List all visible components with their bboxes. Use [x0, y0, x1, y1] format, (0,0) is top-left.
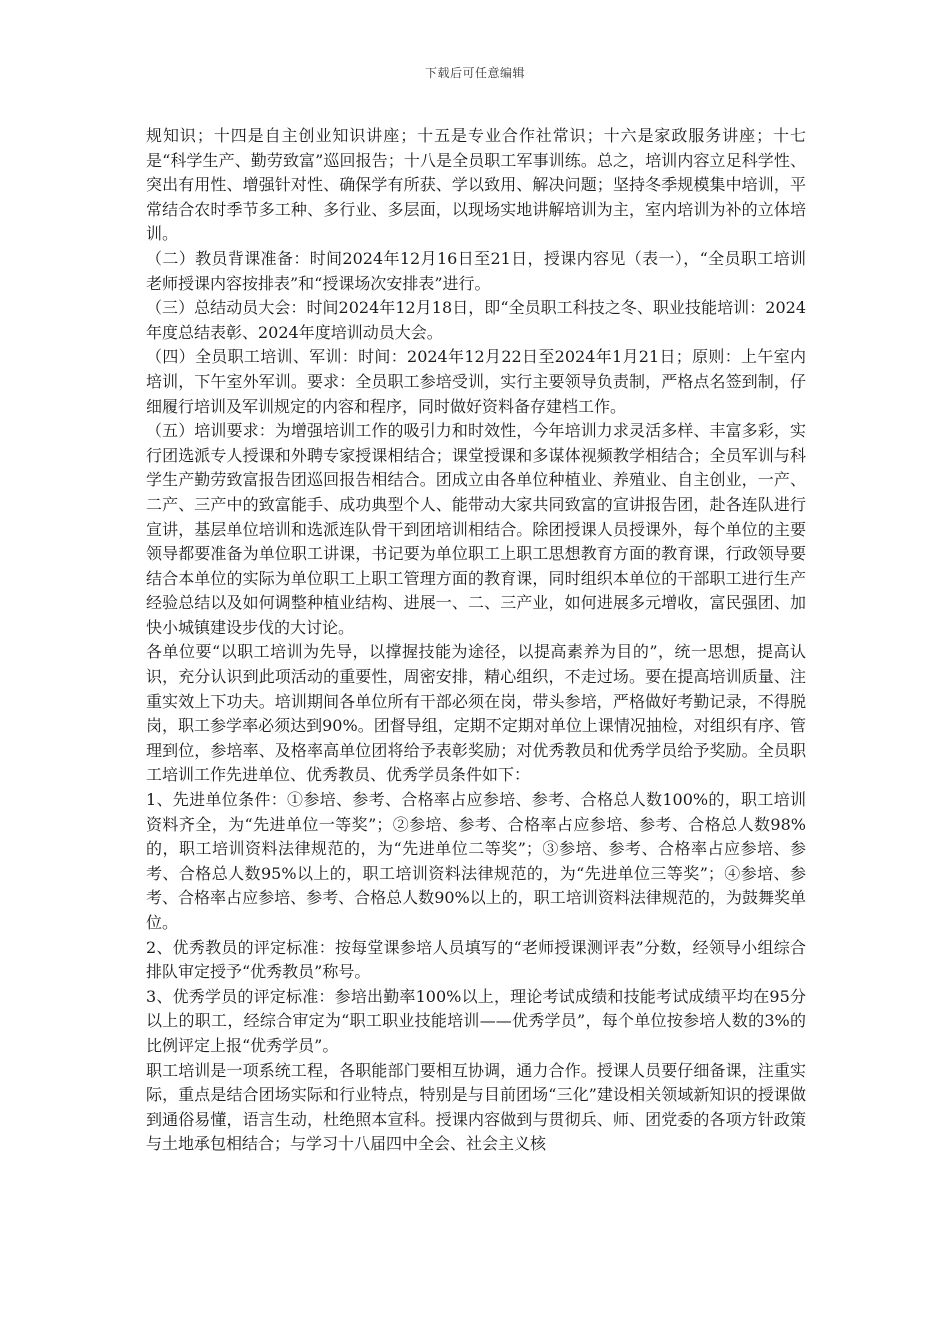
paragraph-unit-requirements: 各单位要“以职工培训为先导，以撑握技能为途径，以提高素养为目的”，统一思想，提高认识，充分认识到此项活动的重要性，周密安排，精心组织，不走过场。要在提高培训质量、注重实效上下功夫。培训期间各单位所有干部必须在岗，带头参培，严格做好考勤记录，不得脱岗，职工参学率必须达到90%。团督导组，定期不定期对单位上课情况抽检，对组织有序、管理到位，参培率、及格率高单位团将给予表彰奖励；对优秀教员和优秀学员给予奖励。全员职工培训工作先进单位、优秀教员、优秀学员条件如下：	[146, 642, 806, 785]
paragraph-training-content: 规知识；十四是自主创业知识讲座；十五是专业合作社常识；十六是家政服务讲座；十七是“科学生产、勤劳致富”巡回报告；十八是全员职工军事训练。总之，培训内容立足科学性、突出有用性、增强针对性、确保学有所获、学以致用、解决问题；坚持冬季规模集中培训，平常结合农时季节多工种、多行业、多层面，以现场实地讲解培训为主，室内培训为补的立体培训。	[146, 126, 806, 244]
paragraph-excellent-student-criteria: 3、优秀学员的评定标准：参培出勤率100%以上，理论考试成绩和技能考试成绩平均在95分以上的职工，经综合审定为“职工职业技能培训——优秀学员”，每个单位按参培人数的3%的比例评定上报“优秀学员”。	[146, 986, 806, 1055]
paragraph-advanced-unit-criteria: 1、先进单位条件：①参培、参考、合格率占应参培、参考、合格总人数100%的，职工培训资料齐全，为“先进单位一等奖”；②参培、参考、合格率占应参培、参考、合格总人数98%的，职工培训资料法律规范的，为“先进单位二等奖”；③参培、参考、合格率占应参培、参考、合格总人数95%以上的，职工培训资料法律规范的，为“先进单位三等奖”；④参培、参考、合格率占应参培、参考、合格总人数90%以上的，职工培训资料法律规范的，为鼓舞奖单位。	[146, 790, 806, 932]
paragraph-mobilization-meeting: （三）总结动员大会：时间2024年12月18日，即“全员职工科技之冬、职业技能培训：2024年度总结表彰、2024年度培训动员大会。	[146, 298, 806, 342]
paragraph-training-military: （四）全员职工培训、军训：时间：2024年12月22日至2024年1月21日；原则：上午室内培训，下午室外军训。要求：全员职工参培受训，实行主要领导负责制，严格点名签到制，仔细履行培训及军训规定的内容和程序，同时做好资料备存建档工作。	[146, 347, 806, 416]
paragraph-excellent-teacher-criteria: 2、优秀教员的评定标准：按每堂课参培人员填写的“老师授课测评表”分数，经领导小组综合排队审定授予“优秀教员”称号。	[146, 937, 806, 982]
page-header: 下载后可任意编辑	[424, 66, 525, 80]
paragraph-teacher-preparation: （二）教员背课准备：时间2024年12月16日至21日，授课内容见（表一），“全员职工培训老师授课内容按排表”和“授课场次安排表”进行。	[146, 248, 806, 293]
paragraph-training-requirements: （五）培训要求：为增强培训工作的吸引力和时效性，今年培训力求灵活多样、丰富多彩，实行团选派专人授课和外聘专家授课相结合；课堂授课和多谋体视频教学相结合；全员军训与科学生产勤劳致富报告团巡回报告相结合。团成立由各单位种植业、养殖业、自主创业，一产、二产、三产中的致富能手、成功典型个人、能带动大家共同致富的宣讲报告团，赴各连队进行宣讲，基层单位培训和选派连队骨干到团培训相结合。除团授课人员授课外，每个单位的主要领导都要准备为单位职工讲课，书记要为单位职工上职工思想教育方面的教育课，行政领导要结合本单位的实际为单位职工上职工管理方面的教育课，同时组织本单位的干部职工进行生产经验总结以及如何调整种植业结构、进展一、二、三产业，如何进展多元增收，富民强团、加快小城镇建设步伐的大讨论。	[146, 421, 806, 637]
document-body	[146, 124, 806, 1157]
paragraph-system-engineering: 职工培训是一项系统工程，各职能部门要相互协调，通力合作。授课人员要仔细备课，注重实际，重点是结合团场实际和行业特点，特别是与目前团场“三化”建设相关领域新知识的授课做到通俗易懂，语言生动，杜绝照本宣科。授课内容做到与贯彻兵、师、团党委的各项方针政策与土地承包相结合；与学习十八届四中全会、社会主义核	[146, 1060, 806, 1154]
